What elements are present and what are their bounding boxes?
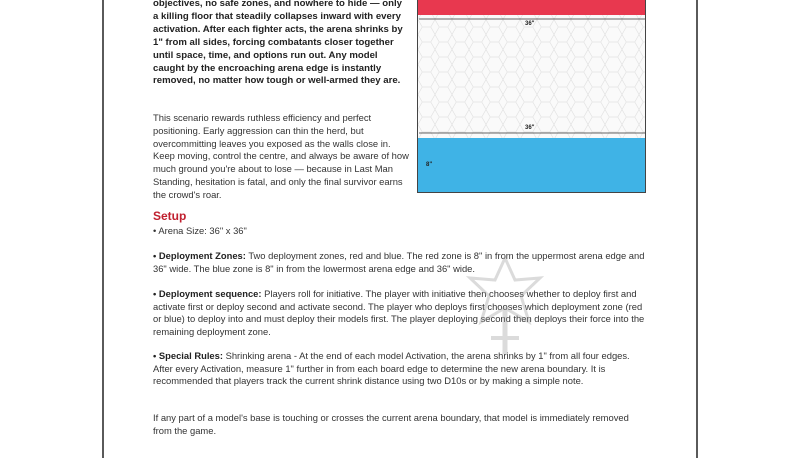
special-rules-paragraph [153,350,645,388]
red-deployment-zone [418,0,645,15]
deployment-zones-text: Two deployment zones, red and blue. The red zone is 8" in from the uppermost arena edge and 36" wide. The blue zone is 8" in from the lowermost arena edge and 36" wide. [153,250,645,274]
deployment-sequence-text: Players roll for initiative. The player with initiative then chooses whether to deploy first and activate first or deploy second and activate second. The player who deploys first chooses which deployment zone (red or blue) to deploy into and must deploy their models first. The player deploying second then deploys their force into the remaining deployment zone. [153,288,645,337]
deployment-sequence-label: • Deployment sequence: [153,288,262,299]
special-rules-label: • Special Rules: [153,350,223,361]
arena-map [417,0,646,193]
deployment-zones-label: • Deployment Zones: [153,250,246,261]
blue-deployment-zone [418,138,645,192]
intro-bold-paragraph: objectives, no safe zones, and nowhere to hide — only a killing floor that steadily collapses inward with every activation. After each fighter acts, the arena shrinks by 1" from all sides, forcing combatants closer together until space, time, and options run out. Any model caught by the encroaching arena edge is instantly removed, no matter how tough or well-armed they are. [153,0,403,87]
watermark-emblem [455,250,555,360]
top-width-label: 36" [525,21,535,27]
intro-paragraph: This scenario rewards ruthless efficiency and perfect positioning. Early aggression can thin the herd, but overcommitting leaves you exposed as the walls close in. Keep moving, control the centre, and always be aware of how much ground you're about to lose — because in Last Man Standing, hesitation is fatal, and only the final survivor earns the crowd's roar. [153,112,409,200]
blue-depth-label: 8" [426,162,433,168]
removal-paragraph: If any part of a model's base is touching or crosses the current arena boundary, that model is immediately removed from the game. [153,412,629,436]
deployment-sequence-paragraph [153,288,645,338]
deployment-zones-paragraph [153,250,645,275]
arena-size-line: • Arena Size: 36" x 36" [153,225,247,236]
setup-heading: Setup [153,209,187,223]
special-rules-text: Shrinking arena - At the end of each model Activation, the arena shrinks by 1" from all four edges. After every Activation, measure 1" further in from each board edge to determine the new arena boundary. It is recommended that players track the current shrink distance using two D10s or by making a simple note. [153,350,630,387]
bottom-width-label: 36" [525,125,535,131]
